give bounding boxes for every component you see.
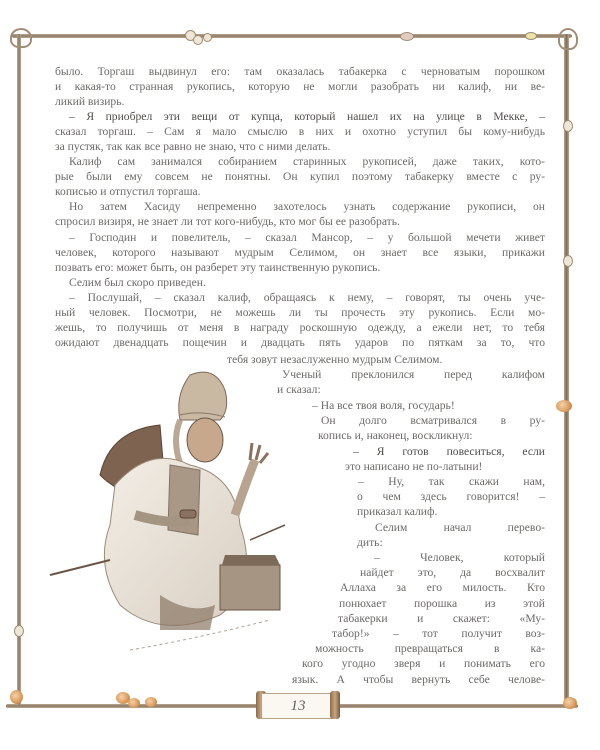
flower-icon: [556, 400, 572, 412]
text-line: – Человек, который: [374, 551, 545, 564]
text-line: понюхает порошка из этой: [339, 597, 545, 610]
text-line: о чем здесь говорится! –: [357, 490, 545, 503]
text-line: копись и, наконец, воскликнул:: [318, 429, 473, 442]
text-line: за пустяк, так как все равно не знаю, что с ними делать.: [55, 140, 331, 154]
text-line: дить:: [357, 536, 383, 549]
text-line: – Я приобрел эти вещи от купца, который нашел их на улице в Мекке, –: [69, 110, 545, 124]
blossom-icon: [400, 32, 414, 41]
branch-knot-icon: [14, 625, 24, 637]
frame-right-branch: [564, 34, 569, 706]
text-line: и сказал:: [277, 383, 321, 396]
flower-icon: [128, 698, 140, 708]
illustration-scholar: [40, 365, 310, 655]
scholar-sketch-icon: [40, 365, 310, 655]
corner-knot-icon: [558, 28, 578, 50]
text-line: – Господин и повелитель, – сказал Мансор, – у большой мечети живет: [69, 230, 545, 244]
text-line: ный человек. Посмотри, не можешь ли ты прочесть эту рукопись. Если мо-: [55, 305, 545, 319]
branch-knot-icon: [563, 120, 573, 132]
text-line: Аллаха за его милость. Кто: [340, 581, 545, 594]
blossom-icon: [525, 32, 537, 40]
text-line: Селим начал перево-: [375, 521, 545, 534]
text-line: тебя зовут незаслуженно мудрым Селимом.: [227, 353, 443, 366]
frame-top-branch: [12, 34, 572, 38]
blossom-icon: [203, 33, 212, 42]
corner-knot-icon: [10, 28, 32, 48]
text-line: Калиф сам занимался собиранием старинных рукописей, даже таких, кото-: [69, 155, 545, 169]
text-line: Но затем Хасиду непременно захотелось узнать содержание рукописи, он: [69, 200, 545, 214]
text-line: это написано не по-латыни!: [345, 460, 483, 473]
text-line: было. Торгаш выдвинул его: там оказалась табакерка с черноватым порошком: [55, 65, 545, 78]
text-line: кого угодно зверя и понимать его: [302, 657, 545, 670]
text-line: и какая-то странная рукопись, которую не могли разобрать ни калиф, ни ве-: [55, 80, 545, 94]
text-line: Селим был скоро приведен.: [69, 275, 206, 289]
text-line: – Я готов повеситься, если: [353, 445, 545, 458]
flower-icon: [10, 690, 23, 704]
text-line: ожидают двенадцать пощечин и двадцать пять ударов по пяткам за то, что: [55, 335, 545, 349]
text-line: – Ну, так скажи нам,: [358, 475, 545, 488]
text-line: кописью и отпустил торгаша.: [55, 185, 201, 199]
text-line: – На все твоя воля, государь!: [312, 399, 455, 412]
text-line: спросил визиря, не знает ли тот кого-нибудь, кто мог бы ее разобрать.: [55, 215, 400, 229]
text-line: человек, которого называют мудрым Селимом, он знает все языки, прикажи: [55, 245, 545, 259]
text-line: ликий визирь.: [55, 95, 125, 109]
branch-knot-icon: [563, 255, 573, 267]
text-line: язык. А чтобы вернуть себе челове-: [292, 673, 545, 686]
text-line: табор!» – тот получит воз-: [332, 627, 545, 640]
text-line: позвать его: может быть, он разберет эту таинственную рукопись.: [55, 260, 381, 274]
body-text-full-width: [55, 64, 545, 350]
text-line: табакерки и скажет: «Му-: [338, 612, 545, 625]
flower-icon: [145, 697, 157, 707]
text-line: жешь, то получишь от меня в награду роскошную одежду, а ежели нет, то тебя: [55, 320, 545, 334]
text-line: – Послушай, – сказал калиф, обращаясь к нему, – говорят, ты очень уче-: [69, 290, 545, 304]
text-line: Ученый преклонился перед калифом: [282, 368, 545, 381]
text-line: можность превращаться в ка-: [315, 642, 545, 655]
text-line: сказал торгаш. – Сам я мало смыслю в них и охотно уступил бы кому-нибудь: [55, 125, 545, 139]
text-line: найдет это, да восхвалит: [360, 566, 545, 579]
page-number: 13: [262, 693, 334, 719]
blossom-icon: [193, 35, 203, 45]
badge-scroll-right-icon: [330, 691, 340, 719]
text-line: Он долго всматривался в ру-: [321, 414, 545, 427]
frame-left-branch: [17, 34, 21, 706]
text-line: приказал калиф.: [357, 505, 438, 518]
text-line: рые были ему совсем не понятны. Он купил поэтому табакерку вместе с ру-: [55, 170, 545, 184]
flower-icon: [563, 697, 577, 709]
